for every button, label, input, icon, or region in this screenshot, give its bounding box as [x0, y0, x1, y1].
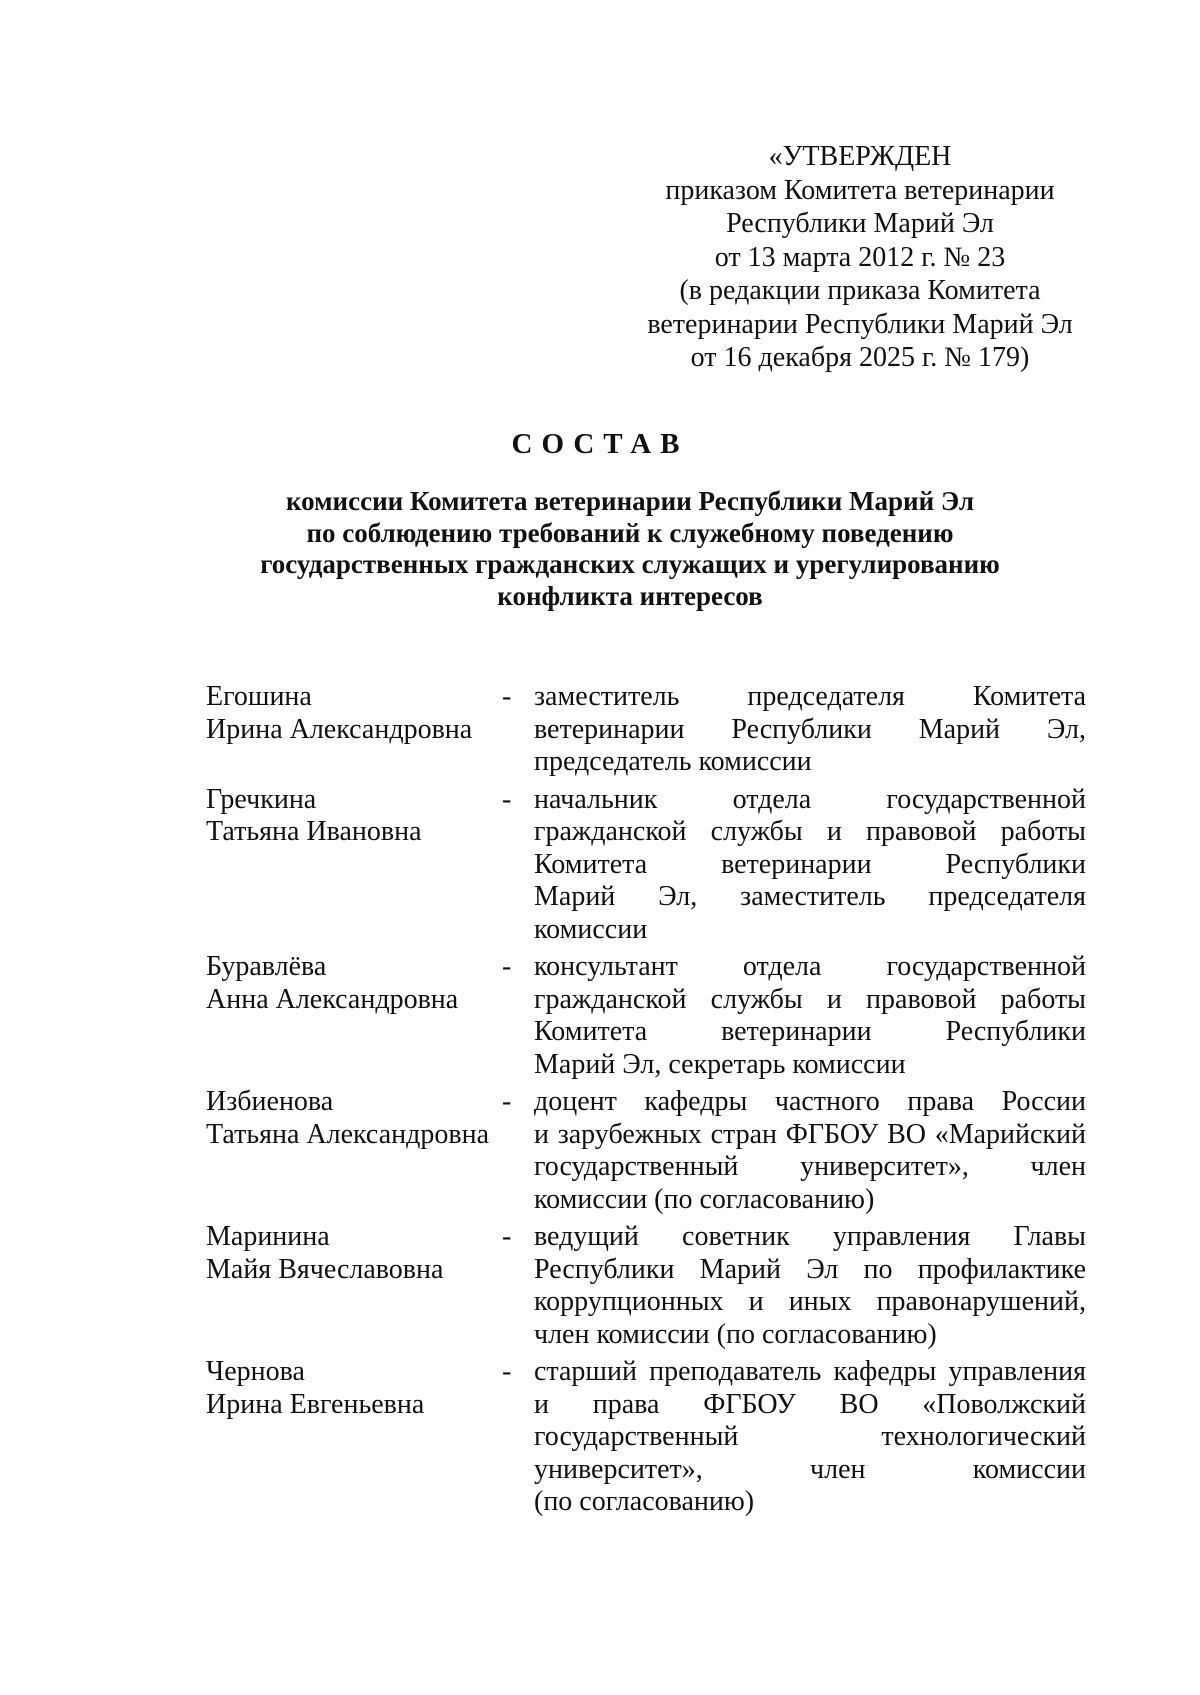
member-role [534, 681, 1086, 779]
member-role-line: (по согласованию) [534, 1486, 755, 1517]
member-given-names: Анна Александровна [206, 983, 459, 1015]
member-role [534, 1086, 1086, 1216]
member-dash: - [502, 681, 512, 712]
approval-block [640, 140, 1080, 375]
member-name [206, 951, 502, 1081]
member-row [206, 1086, 1086, 1216]
document-title: СОСТАВ [511, 428, 689, 460]
member-name [206, 681, 502, 779]
members-list [206, 681, 1086, 1524]
member-role-line: Республики Марий Эл по профилактике [534, 1253, 1086, 1285]
subtitle-line: конфликта интересов [497, 580, 763, 611]
member-role-line: и права ФГБОУ ВО «Поволжский [534, 1388, 1086, 1420]
member-role-line: коррупционных и иных правонарушений, [534, 1286, 1086, 1317]
member-role-line: доцент кафедры частного права России [534, 1086, 1086, 1117]
member-role [534, 951, 1086, 1081]
member-name [206, 1221, 502, 1351]
member-role-line: ветеринарии Республики Марий Эл, [534, 713, 1086, 745]
document-subtitle [200, 486, 1060, 612]
member-given-names: Ирина Евгеньевна [206, 1388, 425, 1420]
member-role-line: Марий Эл, заместитель председателя [534, 881, 1086, 912]
member-surname: Избиенова [206, 1086, 334, 1117]
approval-line: (в редакции приказа Комитета [679, 275, 1041, 306]
member-surname: Егошина [206, 681, 312, 712]
member-role-line: и зарубежных стран ФГБОУ ВО «Марийский [534, 1118, 1086, 1150]
member-dash: - [502, 783, 512, 815]
member-role-line: консультант отдела государственной [534, 951, 1086, 982]
member-given-names: Татьяна Ивановна [206, 816, 422, 847]
member-dash: - [502, 1356, 512, 1387]
member-role-line: Комитета ветеринарии Республики [534, 848, 1086, 880]
subtitle-line: по соблюдению требований к служебному поведению [306, 517, 954, 548]
member-role-line: государственный технологический [534, 1421, 1086, 1452]
member-given-names: Майя Вячеславовна [206, 1253, 444, 1285]
member-given-names: Татьяна Александровна [206, 1118, 489, 1150]
member-role-line: начальник отдела государственной [534, 783, 1086, 815]
member-name [206, 1356, 502, 1519]
subtitle-line: комиссии Комитета ветеринарии Республики Марий Эл [285, 486, 975, 516]
member-role-line: старший преподаватель кафедры управления [534, 1356, 1086, 1387]
member-role-line: комиссии (по согласованию) [534, 1183, 875, 1215]
member-row [206, 1356, 1086, 1519]
member-role-line: гражданской службы и правовой работы [534, 983, 1086, 1015]
member-role [534, 1221, 1086, 1351]
member-role-line: Комитета ветеринарии Республики [534, 1016, 1086, 1047]
member-surname: Буравлёва [206, 951, 327, 982]
member-row [206, 951, 1086, 1081]
member-dash: - [502, 951, 512, 982]
member-role-line: член комиссии (по согласованию) [534, 1318, 937, 1350]
member-role [534, 1356, 1086, 1519]
member-surname: Чернова [206, 1356, 305, 1387]
member-row [206, 1221, 1086, 1351]
subtitle-line: государственных гражданских служащих и урегулированию [260, 549, 1000, 579]
member-role-line: университет», член комиссии [534, 1453, 1086, 1485]
member-name [206, 1086, 502, 1216]
member-role-line: государственный университет», член [534, 1151, 1086, 1182]
approval-line: «УТВЕРЖДЕН [768, 141, 952, 172]
member-dash: - [502, 1086, 512, 1117]
member-role-line: Марий Эл, секретарь комиссии [534, 1048, 906, 1080]
member-surname: Гречкина [206, 783, 317, 815]
member-role-line: комиссии [534, 913, 648, 945]
member-surname: Маринина [206, 1221, 330, 1252]
member-given-names: Ирина Александровна [206, 713, 473, 745]
member-role-line: ведущий советник управления Главы [534, 1221, 1086, 1252]
member-dash: - [502, 1221, 512, 1252]
member-row [206, 681, 1086, 779]
approval-line: ветеринарии Республики Марий Эл [647, 308, 1073, 340]
approval-line: Республики Марий Эл [726, 208, 994, 239]
member-role [534, 784, 1086, 947]
approval-line: от 13 марта 2012 г. № 23 [714, 241, 1006, 273]
member-row [206, 784, 1086, 947]
approval-line: приказом Комитета ветеринарии [665, 174, 1055, 206]
member-name [206, 784, 502, 947]
member-role-line: гражданской службы и правовой работы [534, 816, 1086, 847]
member-role-line: председатель комиссии [534, 746, 812, 777]
member-role-line: заместитель председателя Комитета [534, 681, 1086, 712]
approval-line: от 16 декабря 2025 г. № 179) [690, 342, 1030, 373]
